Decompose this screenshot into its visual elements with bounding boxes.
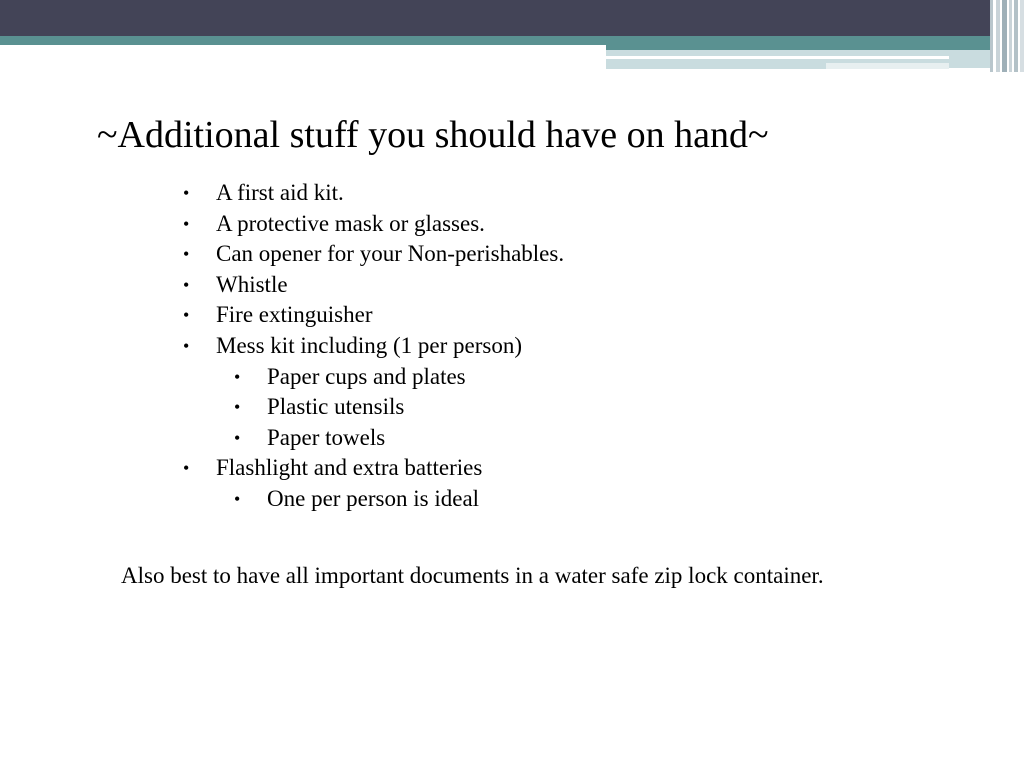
bullet-marker: • [234, 488, 241, 509]
sub-list-item [183, 392, 564, 423]
list-item-text: Paper cups and plates [267, 363, 466, 389]
list-item [183, 239, 564, 270]
list-item-text: Plastic utensils [267, 394, 405, 420]
bullet-marker: • [183, 305, 190, 326]
bullet-marker: • [183, 274, 190, 295]
list-item [183, 300, 564, 331]
header-dark-band [0, 0, 1024, 36]
bullet-marker: • [183, 213, 190, 234]
sub-list-item [183, 423, 564, 454]
list-item [183, 331, 564, 362]
list-item [183, 270, 564, 301]
list-item-text: Whistle [216, 271, 288, 297]
bullet-marker: • [234, 427, 241, 448]
list-item [183, 178, 564, 209]
bullet-marker: • [183, 244, 190, 265]
bullet-list [183, 178, 564, 515]
list-item-text: Fire extinguisher [216, 302, 373, 328]
bullet-marker: • [234, 366, 241, 387]
list-item-text: Flashlight and extra batteries [216, 455, 483, 481]
header-teal-band [0, 36, 1024, 45]
list-item-text: Paper towels [267, 424, 386, 450]
slide-note: Also best to have all important documents in a water safe zip lock container. [121, 563, 824, 588]
list-item [183, 209, 564, 240]
list-item-text: Can opener for your Non-perishables. [216, 241, 565, 267]
slide-title: ~Additional stuff you should have on hand~ [97, 114, 769, 156]
bullet-marker: • [183, 335, 190, 356]
sub-list-item [183, 484, 564, 515]
sub-list-item [183, 362, 564, 393]
list-item-text: One per person is ideal [267, 485, 480, 511]
bullet-marker: • [183, 458, 190, 479]
header-vertical-stripes [990, 0, 1024, 72]
header-pale-band [826, 63, 949, 69]
bullet-marker: • [183, 183, 190, 203]
list-item-text: A protective mask or glasses. [216, 210, 485, 236]
bullet-marker: • [234, 397, 241, 418]
list-item-text: A first aid kit. [216, 180, 344, 205]
list-item-text: Mess kit including (1 per person) [216, 332, 522, 358]
list-item [183, 453, 564, 484]
